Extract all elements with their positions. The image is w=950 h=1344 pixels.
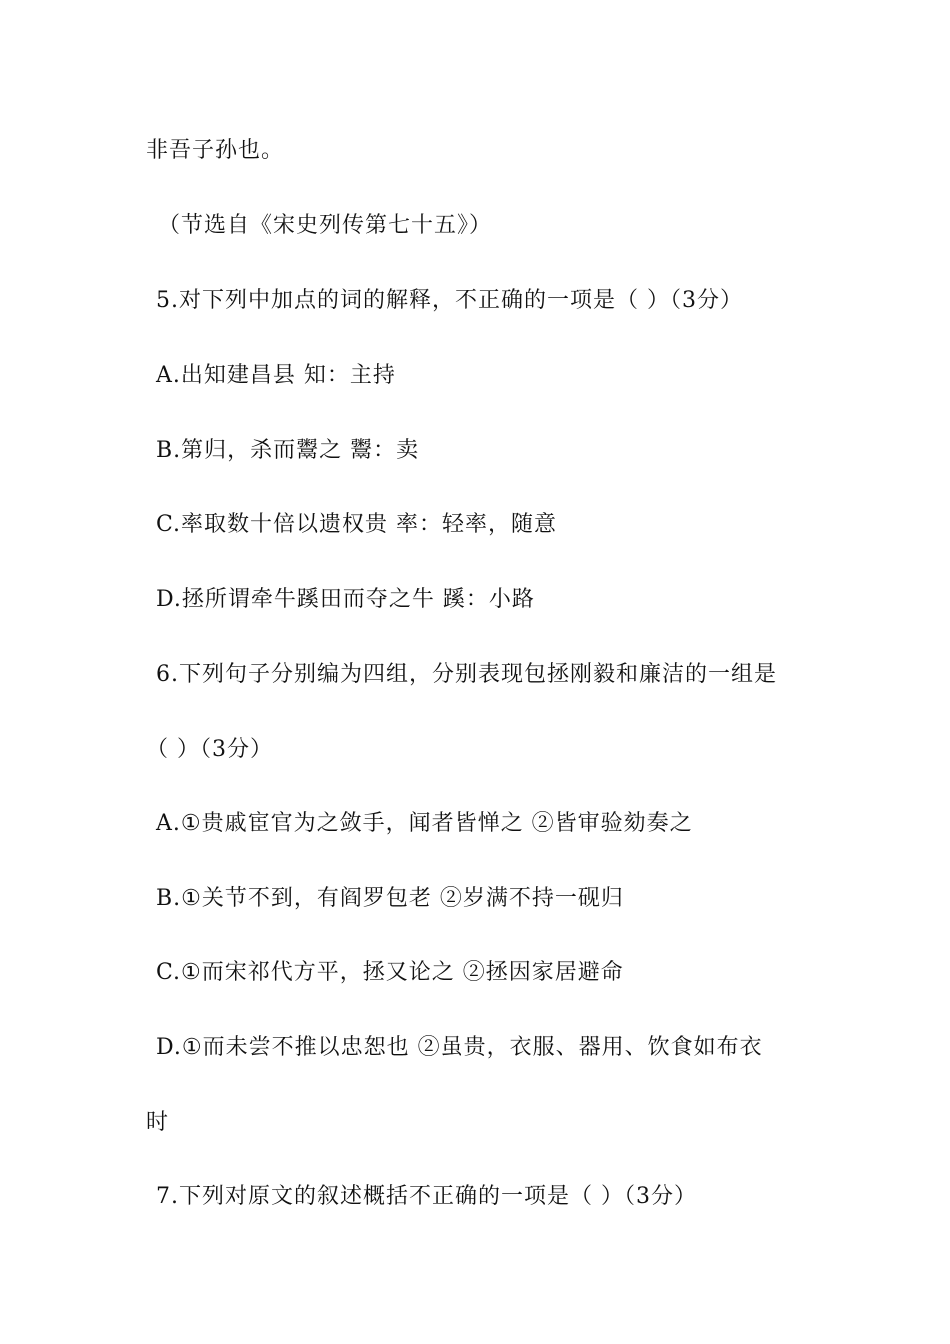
question-6-option-d-continuation: 时 (146, 1110, 170, 1135)
question-6-option-a: A.①贵戚宦官为之敛手，闻者皆惮之 ②皆审验劾奏之 (156, 811, 693, 836)
question-6-continuation: （ ）（3分） (146, 737, 273, 762)
question-5: 5.对下列中加点的词的解释，不正确的一项是（ ）（3分） (156, 288, 743, 313)
question-6-option-c: C.①而宋祁代方平，拯又论之 ②拯因家居避命 (156, 960, 624, 985)
question-6: 6.下列句子分别编为四组，分别表现包拯刚毅和廉洁的一组是 (156, 662, 777, 687)
question-5-option-d: D.拯所谓牵牛蹊田而夺之牛 蹊：小路 (156, 587, 535, 612)
question-6-option-b: B.①关节不到，有阎罗包老 ②岁满不持一砚归 (156, 886, 624, 911)
question-5-option-c: C.率取数十倍以遗权贵 率：轻率，随意 (156, 512, 558, 537)
question-7: 7.下列对原文的叙述概括不正确的一项是（ ）（3分） (156, 1184, 697, 1209)
question-5-option-b: B.第归，杀而鬻之 鬻：卖 (156, 438, 420, 463)
question-6-option-d: D.①而未尝不推以忠恕也 ②虽贵，衣服、器用、饮食如布衣 (156, 1035, 763, 1060)
text-line-conclusion: 非吾子孙也。 (146, 138, 285, 163)
source-citation: （节选自《宋史列传第七十五》） (158, 213, 493, 238)
question-5-option-a: A.出知建昌县 知：主持 (156, 363, 396, 388)
